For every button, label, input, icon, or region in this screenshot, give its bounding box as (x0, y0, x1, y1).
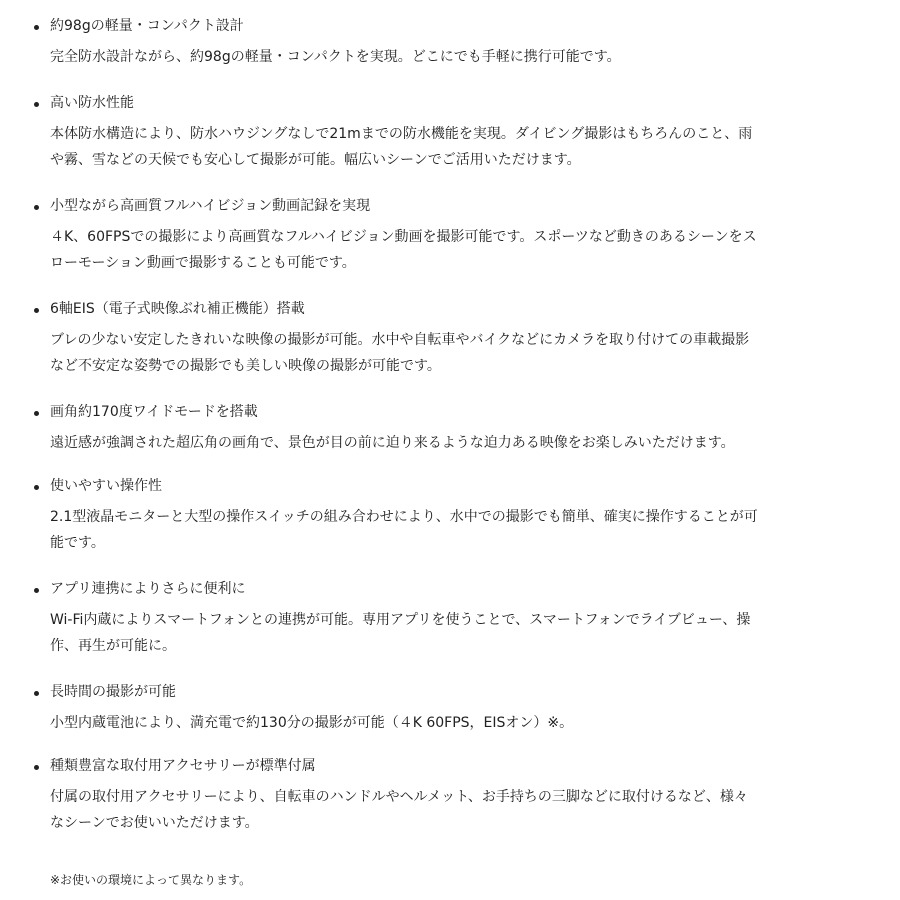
bullet-icon (34, 308, 39, 313)
bullet-icon (34, 411, 39, 416)
feature-title: 使いやすい操作性 (50, 478, 162, 494)
feature-body: 2.1型液晶モニターと大型の操作スイッチの組み合わせにより、水中での撮影でも簡単、確実に操作することが可 能です。 (50, 509, 758, 551)
bullet-icon (34, 25, 39, 30)
feature-title: アプリ連携によりさらに便利に (50, 581, 246, 597)
feature-body: ブレの少ない安定したきれいな映像の撮影が可能。水中や自転車やバイクなどにカメラを取り付けての車載撮影 など不安定な姿勢での撮影でも美しい映像の撮影が可能です。 (50, 332, 750, 374)
feature-title: 画角約170度ワイドモードを搭載 (50, 404, 258, 420)
bullet-icon (34, 765, 39, 770)
feature-body: Wi-Fi内蔵によりスマートフォンとの連携が可能。専用アプリを使うことで、スマートフォンでライブビュー、操 作、再生が可能に。 (50, 612, 751, 654)
feature-body: ４K、60FPSでの撮影により高画質なフルハイビジョン動画を撮影可能です。スポーツなど動きのあるシーンをス ローモーション動画で撮影することも可能です。 (50, 229, 757, 271)
feature-title: 6軸EIS（電子式映像ぶれ補正機能）搭載 (50, 301, 305, 317)
feature-title: 小型ながら高画質フルハイビジョン動画記録を実現 (50, 198, 371, 214)
feature-body: 小型内蔵電池により、満充電で約130分の撮影が可能（４K 60FPS，EISオン）※。 (50, 715, 574, 731)
feature-title: 高い防水性能 (50, 95, 134, 111)
feature-body: 完全防水設計ながら、約98gの軽量・コンパクトを実現。どこにでも手軽に携行可能です。 (50, 49, 621, 65)
bullet-icon (34, 485, 39, 490)
footnote: ※お使いの環境によって異なります。 (50, 873, 252, 887)
feature-title: 種類豊富な取付用アクセサリーが標準付属 (50, 758, 316, 774)
bullet-icon (34, 205, 39, 210)
bullet-icon (34, 588, 39, 593)
feature-title: 長時間の撮影が可能 (50, 684, 176, 700)
feature-title: 約98gの軽量・コンパクト設計 (50, 18, 244, 34)
bullet-icon (34, 691, 39, 696)
feature-body: 付属の取付用アクセサリーにより、自転車のハンドルやヘルメット、お手持ちの三脚などに取付けるなど、様々 なシーンでお使いいただけます。 (50, 789, 748, 831)
feature-body: 遠近感が強調された超広角の画角で、景色が目の前に迫り来るような迫力ある映像をお楽しみいただけます。 (50, 435, 735, 451)
bullet-icon (34, 102, 39, 107)
feature-body: 本体防水構造により、防水ハウジングなしで21mまでの防水機能を実現。ダイビング撮影はもちろんのこと、雨 や霧、雪などの天候でも安心して撮影が可能。幅広いシーンでご活用いただけます。 (50, 126, 753, 168)
